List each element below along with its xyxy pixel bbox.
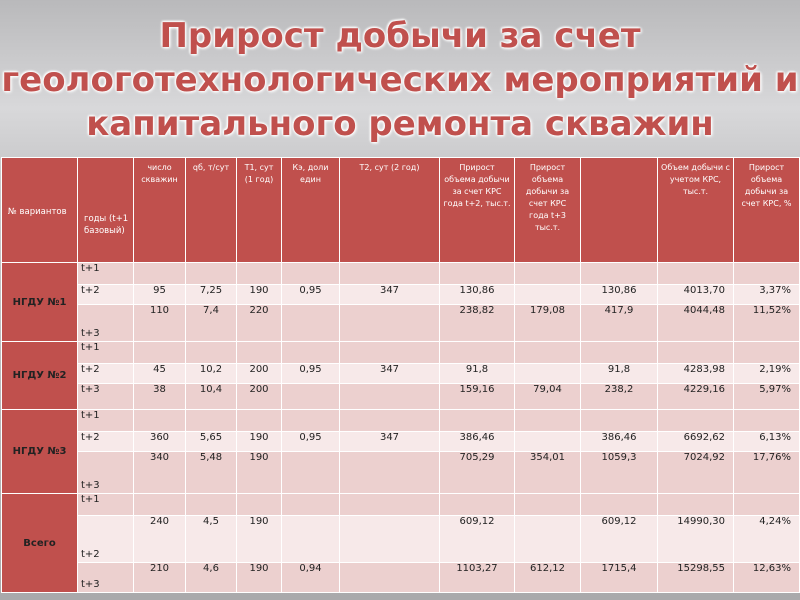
value-cell: 5,48 xyxy=(186,452,237,494)
value-cell xyxy=(134,263,186,285)
value-cell xyxy=(734,494,800,516)
value-cell: 190 xyxy=(237,432,282,452)
year-cell: t+3 xyxy=(78,305,134,342)
year-cell: t+2 xyxy=(78,432,134,452)
value-cell xyxy=(237,410,282,432)
group-label: НГДУ №2 xyxy=(2,342,78,410)
table-row xyxy=(2,563,800,593)
value-cell xyxy=(440,342,515,364)
value-cell xyxy=(340,342,440,364)
value-cell: 3,37% xyxy=(734,285,800,305)
value-cell xyxy=(515,410,581,432)
value-cell: 240 xyxy=(134,516,186,563)
value-cell xyxy=(282,305,340,342)
value-cell xyxy=(734,342,800,364)
table-row xyxy=(2,410,800,432)
group-label: НГДУ №1 xyxy=(2,263,78,342)
value-cell xyxy=(282,263,340,285)
header-t2: Т2, сут (2 год) xyxy=(340,158,440,263)
value-cell xyxy=(581,494,658,516)
header-years: годы (t+1 базовый) xyxy=(78,158,134,263)
value-cell xyxy=(515,364,581,384)
header-growth-t3: Прирост объема добычи за счет КРС года t+3 тыс.т. xyxy=(515,158,581,263)
value-cell xyxy=(658,263,734,285)
year-cell: t+3 xyxy=(78,384,134,410)
value-cell: 4,5 xyxy=(186,516,237,563)
table-row xyxy=(2,285,800,305)
value-cell: 14990,30 xyxy=(658,516,734,563)
table-row xyxy=(2,384,800,410)
group-label: Всего xyxy=(2,494,78,593)
value-cell: 360 xyxy=(134,432,186,452)
title-line-1: Прирост добычи за счет xyxy=(159,16,641,56)
value-cell: 347 xyxy=(340,432,440,452)
value-cell: 190 xyxy=(237,563,282,593)
value-cell xyxy=(658,410,734,432)
value-cell xyxy=(282,494,340,516)
group-label: НГДУ №3 xyxy=(2,410,78,494)
header-growth-pct: Прирост объема добычи за счет КРС, % xyxy=(734,158,800,263)
value-cell: 1715,4 xyxy=(581,563,658,593)
year-cell: t+3 xyxy=(78,452,134,494)
value-cell xyxy=(282,516,340,563)
value-cell: 609,12 xyxy=(581,516,658,563)
table-row xyxy=(2,305,800,342)
title-line-2: геологотехнологических мероприятий и xyxy=(1,60,799,100)
value-cell xyxy=(515,342,581,364)
table-row xyxy=(2,494,800,516)
value-cell xyxy=(658,494,734,516)
value-cell: 210 xyxy=(134,563,186,593)
value-cell: 417,9 xyxy=(581,305,658,342)
value-cell: 4229,16 xyxy=(658,384,734,410)
value-cell xyxy=(340,494,440,516)
year-cell: t+2 xyxy=(78,364,134,384)
value-cell xyxy=(340,305,440,342)
value-cell xyxy=(340,563,440,593)
value-cell: 179,08 xyxy=(515,305,581,342)
value-cell: 130,86 xyxy=(440,285,515,305)
value-cell: 190 xyxy=(237,452,282,494)
value-cell xyxy=(134,342,186,364)
value-cell: 10,4 xyxy=(186,384,237,410)
value-cell: 0,95 xyxy=(282,285,340,305)
value-cell xyxy=(581,410,658,432)
value-cell xyxy=(186,342,237,364)
table-row xyxy=(2,342,800,364)
value-cell: 220 xyxy=(237,305,282,342)
value-cell: 386,46 xyxy=(440,432,515,452)
value-cell: 347 xyxy=(340,285,440,305)
value-cell xyxy=(134,410,186,432)
value-cell: 4283,98 xyxy=(658,364,734,384)
value-cell: 2,19% xyxy=(734,364,800,384)
value-cell: 200 xyxy=(237,364,282,384)
value-cell xyxy=(658,342,734,364)
value-cell xyxy=(237,263,282,285)
value-cell xyxy=(440,263,515,285)
value-cell: 1103,27 xyxy=(440,563,515,593)
value-cell: 5,97% xyxy=(734,384,800,410)
year-cell: t+2 xyxy=(78,516,134,563)
value-cell: 0,94 xyxy=(282,563,340,593)
year-cell: t+1 xyxy=(78,410,134,432)
value-cell xyxy=(237,342,282,364)
value-cell xyxy=(440,494,515,516)
value-cell: 11,52% xyxy=(734,305,800,342)
year-cell: t+3 xyxy=(78,563,134,593)
value-cell: 0,95 xyxy=(282,364,340,384)
title-line-3: капитального ремонта скважин xyxy=(86,104,714,144)
year-cell: t+1 xyxy=(78,263,134,285)
value-cell: 95 xyxy=(134,285,186,305)
value-cell xyxy=(282,384,340,410)
value-cell: 238,2 xyxy=(581,384,658,410)
value-cell: 7,4 xyxy=(186,305,237,342)
value-cell xyxy=(734,263,800,285)
value-cell: 6,13% xyxy=(734,432,800,452)
value-cell: 190 xyxy=(237,285,282,305)
value-cell xyxy=(515,494,581,516)
value-cell: 612,12 xyxy=(515,563,581,593)
table-row xyxy=(2,452,800,494)
value-cell: 12,63% xyxy=(734,563,800,593)
table-row xyxy=(2,364,800,384)
value-cell: 91,8 xyxy=(440,364,515,384)
year-cell: t+2 xyxy=(78,285,134,305)
value-cell xyxy=(581,263,658,285)
value-cell xyxy=(186,494,237,516)
value-cell: 15298,55 xyxy=(658,563,734,593)
value-cell xyxy=(282,410,340,432)
slide-title xyxy=(0,14,800,146)
value-cell xyxy=(515,516,581,563)
value-cell: 91,8 xyxy=(581,364,658,384)
value-cell xyxy=(340,452,440,494)
year-cell: t+1 xyxy=(78,494,134,516)
value-cell: 386,46 xyxy=(581,432,658,452)
header-variant: № вариантов xyxy=(2,158,78,263)
value-cell: 347 xyxy=(340,364,440,384)
value-cell xyxy=(282,452,340,494)
value-cell: 4,6 xyxy=(186,563,237,593)
value-cell: 6692,62 xyxy=(658,432,734,452)
value-cell: 354,01 xyxy=(515,452,581,494)
production-table xyxy=(1,157,800,593)
value-cell: 45 xyxy=(134,364,186,384)
header-t1: Т1, сут (1 год) xyxy=(237,158,282,263)
value-cell: 7024,92 xyxy=(658,452,734,494)
year-cell: t+1 xyxy=(78,342,134,364)
header-ke: Кэ, доли един xyxy=(282,158,340,263)
value-cell xyxy=(581,342,658,364)
value-cell: 190 xyxy=(237,516,282,563)
value-cell: 159,16 xyxy=(440,384,515,410)
value-cell: 238,82 xyxy=(440,305,515,342)
value-cell: 4044,48 xyxy=(658,305,734,342)
header-wells: число скважин xyxy=(134,158,186,263)
header-qb: qб, т/сут xyxy=(186,158,237,263)
value-cell: 609,12 xyxy=(440,516,515,563)
value-cell: 1059,3 xyxy=(581,452,658,494)
value-cell: 38 xyxy=(134,384,186,410)
header-blank xyxy=(581,158,658,263)
value-cell: 110 xyxy=(134,305,186,342)
value-cell xyxy=(515,432,581,452)
table-row xyxy=(2,432,800,452)
value-cell xyxy=(134,494,186,516)
table-row xyxy=(2,263,800,285)
table-header-row xyxy=(2,158,800,263)
value-cell xyxy=(237,494,282,516)
value-cell xyxy=(282,342,340,364)
value-cell: 0,95 xyxy=(282,432,340,452)
header-growth-t2: Прирост объема добычи за счет КРС года t+2, тыс.т. xyxy=(440,158,515,263)
value-cell xyxy=(186,263,237,285)
value-cell: 705,29 xyxy=(440,452,515,494)
value-cell: 130,86 xyxy=(581,285,658,305)
value-cell xyxy=(340,263,440,285)
value-cell: 340 xyxy=(134,452,186,494)
value-cell: 5,65 xyxy=(186,432,237,452)
value-cell xyxy=(340,384,440,410)
value-cell: 10,2 xyxy=(186,364,237,384)
value-cell xyxy=(340,410,440,432)
value-cell xyxy=(340,516,440,563)
value-cell: 17,76% xyxy=(734,452,800,494)
value-cell xyxy=(440,410,515,432)
value-cell: 4,24% xyxy=(734,516,800,563)
value-cell: 79,04 xyxy=(515,384,581,410)
value-cell xyxy=(734,410,800,432)
value-cell: 4013,70 xyxy=(658,285,734,305)
value-cell: 200 xyxy=(237,384,282,410)
value-cell xyxy=(515,263,581,285)
header-volume: Объем добычи с учетом КРС, тыс.т. xyxy=(658,158,734,263)
value-cell xyxy=(186,410,237,432)
value-cell: 7,25 xyxy=(186,285,237,305)
value-cell xyxy=(515,285,581,305)
table-row xyxy=(2,516,800,563)
